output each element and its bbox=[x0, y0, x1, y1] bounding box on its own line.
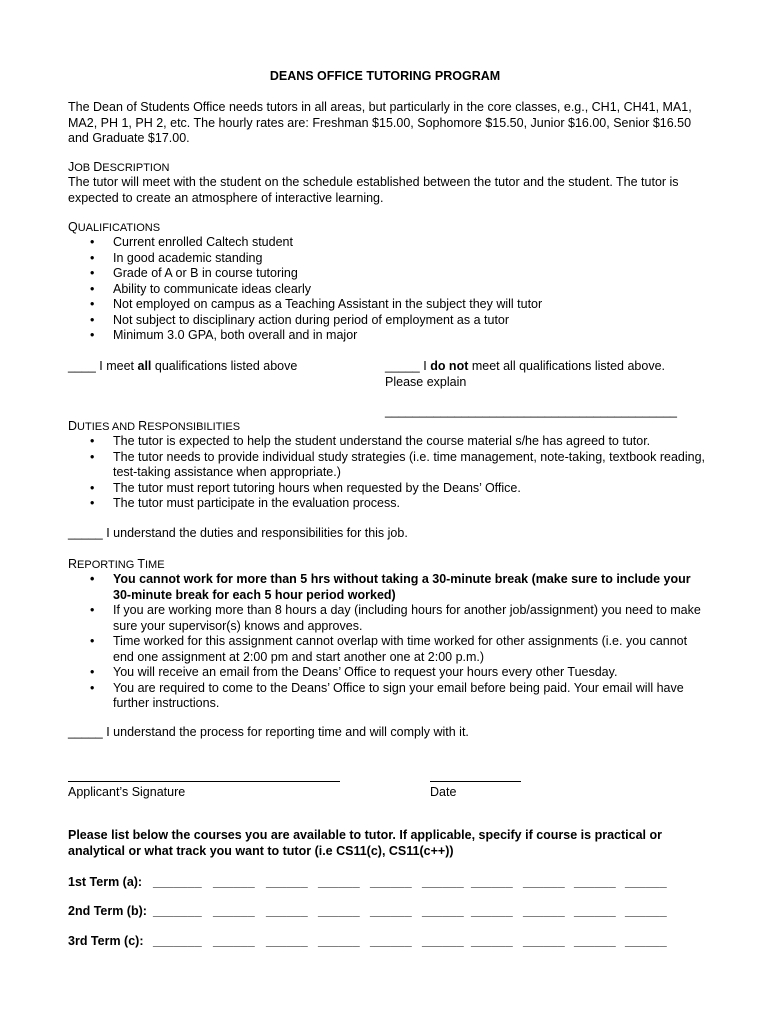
course-blank[interactable]: ______ bbox=[625, 875, 667, 889]
qualifications-list bbox=[68, 235, 708, 344]
course-blank[interactable]: ______ bbox=[574, 904, 616, 918]
list-item: • If you are working more than 8 hours a day (including hours for another job/assignment) you need to make sure your supervisor(s) knows and approves. bbox=[90, 603, 701, 633]
list-item: • You are required to come to the Deans’ Office to sign your email before being paid. Your email will have further instructions. bbox=[90, 680, 684, 710]
list-item: • The tutor must report tutoring hours when requested by the Deans’ Office. bbox=[90, 480, 521, 495]
meet-all-qualifications-checkline[interactable]: ____ I meet all qualifications listed above bbox=[68, 359, 298, 373]
job-description-text: The tutor will meet with the student on the schedule established between the tutor and the student. The tutor is expected to create an atmosphere of interactive learning. bbox=[68, 175, 679, 205]
explain-field-line[interactable]: __________________________________________ bbox=[385, 404, 677, 418]
duties-acknowledge-checkline[interactable]: _____ I understand the duties and responsibilities for this job. bbox=[68, 526, 408, 540]
course-blank[interactable]: ______ bbox=[213, 875, 255, 889]
list-item: • Minimum 3.0 GPA, both overall and in major bbox=[90, 328, 358, 342]
course-blank[interactable]: ______ bbox=[318, 875, 360, 889]
course-blank[interactable]: ______ bbox=[523, 904, 565, 918]
please-explain-label: Please explain bbox=[385, 375, 467, 389]
date-line[interactable] bbox=[430, 781, 521, 782]
course-blank[interactable]: ______ bbox=[266, 875, 308, 889]
course-blank[interactable]: ______ bbox=[471, 875, 513, 889]
term-row-1 bbox=[68, 875, 708, 891]
term-row-2 bbox=[68, 904, 708, 920]
list-item: • The tutor must participate in the evaluation process. bbox=[90, 496, 400, 510]
term-row-3 bbox=[68, 934, 708, 950]
course-blank[interactable]: ______ bbox=[574, 934, 616, 948]
term-label: 1st Term (a): bbox=[68, 875, 143, 889]
course-blank[interactable]: ______ bbox=[370, 875, 412, 889]
intro-paragraph: The Dean of Students Office needs tutors in all areas, but particularly in the core classes, e.g., CH1, CH41, MA1, MA2, PH 1, PH 2, etc. The hourly rates are: Freshman $15.00, Sophomore $15.50, Junior $16.00, Senior $16.50 and Graduate $17.00. bbox=[68, 100, 692, 145]
list-item: • Not subject to disciplinary action during period of employment as a tutor bbox=[90, 312, 510, 327]
reporting-acknowledge-checkline[interactable]: _____ I understand the process for reporting time and will comply with it. bbox=[68, 725, 469, 739]
job-description-heading: JOB DESCRIPTION bbox=[68, 160, 170, 174]
course-blank[interactable]: ______ bbox=[625, 934, 667, 948]
course-blank[interactable]: ______ bbox=[574, 875, 616, 889]
qualifications-heading: QUALIFICATIONS bbox=[68, 220, 161, 234]
course-blank[interactable]: ______ bbox=[213, 904, 255, 918]
course-blank[interactable]: ______ bbox=[523, 875, 565, 889]
course-blank[interactable]: ______ bbox=[266, 904, 308, 918]
course-blank[interactable]: _______ bbox=[153, 904, 202, 918]
do-not-meet-qualifications-checkline[interactable]: _____ I do not meet all qualifications listed above. bbox=[385, 359, 666, 373]
applicant-signature-label: Applicant’s Signature bbox=[68, 785, 186, 799]
duties-heading: DUTIES AND RESPONSIBILITIES bbox=[68, 419, 241, 433]
list-item: • The tutor is expected to help the student understand the course material s/he has agreed to tutor. bbox=[90, 434, 651, 448]
duties-list bbox=[68, 434, 708, 512]
term-label: 2nd Term (b): bbox=[68, 904, 147, 918]
course-blank[interactable]: ______ bbox=[422, 934, 464, 948]
course-blank[interactable]: ______ bbox=[523, 934, 565, 948]
document-title: DEANS OFFICE TUTORING PROGRAM bbox=[269, 69, 501, 83]
list-item: • Grade of A or B in course tutoring bbox=[90, 266, 298, 280]
list-item: • You cannot work for more than 5 hrs without taking a 30-minute break (make sure to include your 30-minute break for each 5 hour period worked) bbox=[90, 572, 691, 602]
reporting-list bbox=[68, 572, 708, 712]
list-item: • Ability to communicate ideas clearly bbox=[90, 281, 311, 296]
course-blank[interactable]: ______ bbox=[471, 934, 513, 948]
course-blank[interactable]: ______ bbox=[266, 934, 308, 948]
course-blank[interactable]: ______ bbox=[318, 904, 360, 918]
course-blank[interactable]: ______ bbox=[370, 904, 412, 918]
list-item: • Not employed on campus as a Teaching Assistant in the subject they will tutor bbox=[90, 297, 543, 311]
course-blank[interactable]: ______ bbox=[370, 934, 412, 948]
list-item: • In good academic standing bbox=[90, 250, 263, 265]
list-item: • You will receive an email from the Deans’ Office to request your hours every other Tuesday. bbox=[90, 665, 618, 679]
courses-instructions: Please list below the courses you are available to tutor. If applicable, specify if course is practical or analytical or what track you want to tutor (i.e CS11(c), CS11(c++)) bbox=[68, 828, 662, 858]
date-label: Date bbox=[430, 785, 457, 799]
reporting-time-heading: REPORTING TIME bbox=[68, 557, 165, 571]
course-blank[interactable]: ______ bbox=[318, 934, 360, 948]
course-blank[interactable]: ______ bbox=[625, 904, 667, 918]
course-blank[interactable]: ______ bbox=[471, 904, 513, 918]
list-item: • Current enrolled Caltech student bbox=[90, 235, 293, 249]
course-blank[interactable]: ______ bbox=[422, 904, 464, 918]
course-blank[interactable]: _______ bbox=[153, 875, 202, 889]
course-blank[interactable]: ______ bbox=[213, 934, 255, 948]
signature-line[interactable] bbox=[68, 781, 340, 782]
list-item: • Time worked for this assignment cannot overlap with time worked for other assignments (i.e. you cannot end one assignment at 2:00 pm and start another one at 2:00 p.m.) bbox=[90, 634, 688, 664]
course-blank[interactable]: ______ bbox=[422, 875, 464, 889]
course-blank[interactable]: _______ bbox=[153, 934, 202, 948]
term-label: 3rd Term (c): bbox=[68, 934, 144, 948]
list-item: • The tutor needs to provide individual study strategies (i.e. time management, note-taking, textbook reading, test-taking assistance when appropriate.) bbox=[90, 449, 705, 479]
